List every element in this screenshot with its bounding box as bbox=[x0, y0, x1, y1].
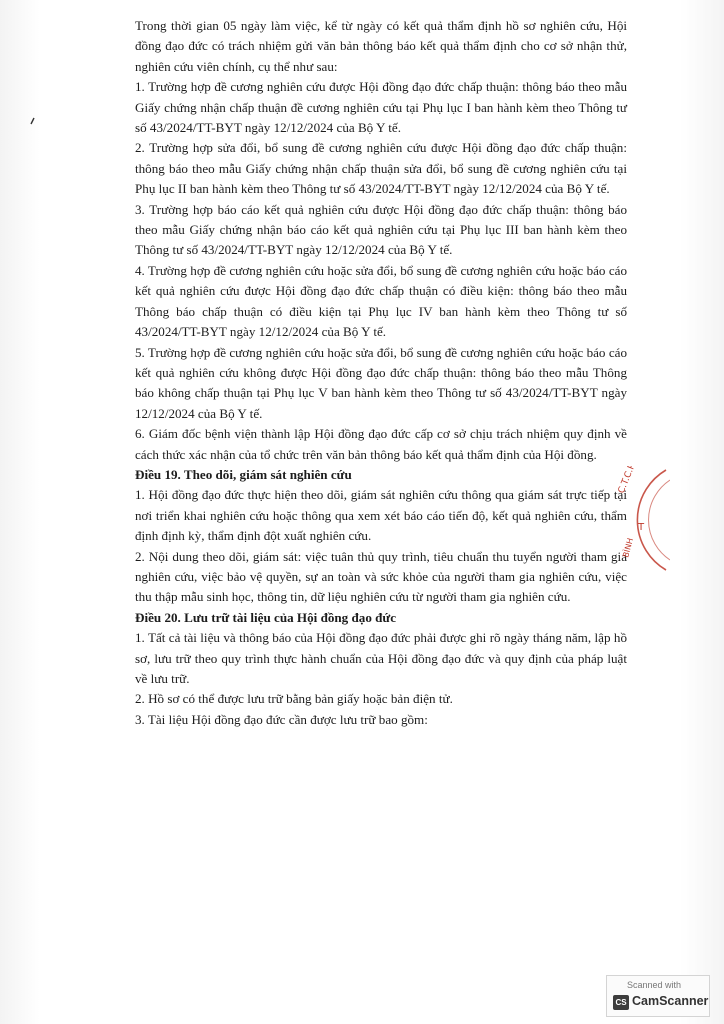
stamp-bottom-text: BÌNH bbox=[621, 537, 636, 559]
article-heading: Điều 19. Theo dõi, giám sát nghiên cứu bbox=[135, 466, 352, 482]
paragraph: 2. Hồ sơ có thể được lưu trữ bằng bản giấy hoặc bản điện tử. bbox=[135, 691, 453, 707]
paragraph: 1. Hội đồng đạo đức thực hiện theo dõi, giám sát nghiên cứu thông qua giám sát trực tiếp tại nơi triển khai nghiên cứu hoặc thông qua xem xét báo cáo tiến độ, kết quả nghiên cứu, thẩm định định kỳ, thẩm định đột xuất nghiên cứu. bbox=[135, 487, 627, 544]
paragraph: 5. Trường hợp đề cương nghiên cứu hoặc sửa đổi, bổ sung đề cương nghiên cứu hoặc báo cáo kết quả nghiên cứu không được Hội đồng đạo đức chấp thuận: thông báo theo mẫu Thông báo không chấp thuận tại Phụ lục V ban hành kèm theo Thông tư số 43/2024/TT-BYT ngày 12/12/2024 của Bộ Y tế. bbox=[135, 344, 627, 421]
camscanner-badge bbox=[606, 975, 710, 1017]
scanned-with-label: Scanned with bbox=[627, 980, 682, 990]
camscanner-logo-icon: CS bbox=[613, 995, 629, 1010]
paragraph: Trong thời gian 05 ngày làm việc, kể từ ngày có kết quả thẩm định hồ sơ nghiên cứu, Hội đồng đạo đức có trách nhiệm gửi văn bản thông báo kết quả thẩm định cho cơ sở nhận thử, nghiên cứu viên chính, cụ thể như sau: bbox=[135, 18, 627, 74]
paragraph: 2. Nội dung theo dõi, giám sát: việc tuân thủ quy trình, tiêu chuẩn thu tuyển người tham gia nghiên cứu, việc bảo vệ quyền, sự an toàn và sức khỏe của người tham gia nghiên cứu, việc thu thập mẫu sinh học, thông tin, dữ liệu nghiên cứu từ người tham gia nghiên cứu. bbox=[135, 548, 627, 605]
paragraph: 4. Trường hợp đề cương nghiên cứu hoặc sửa đổi, bổ sung đề cương nghiên cứu hoặc báo cáo kết quả nghiên cứu được Hội đồng đạo đức chấp thuận có điều kiện: thông báo theo mẫu Thông báo chấp thuận có điều kiện tại Phụ lục IV ban hành kèm theo Thông tư số 43/2024/TT-BYT ngày 12/12/2024 của Bộ Y tế. bbox=[135, 262, 627, 340]
scan-speck bbox=[30, 112, 36, 130]
paragraph: 2. Trường hợp sửa đổi, bổ sung đề cương nghiên cứu được Hội đồng đạo đức chấp thuận: thông báo theo mẫu Giấy chứng nhận chấp thuận sửa đổi, bổ sung đề cương nghiên cứu tại Phụ lục II ban hành kèm theo Thông tư số 43/2024/TT-BYT ngày 12/12/2024 của Bộ Y tế. bbox=[135, 140, 627, 197]
paragraph: 3. Tài liệu Hội đồng đạo đức cần được lưu trữ bao gồm: bbox=[135, 711, 428, 727]
paragraph: 1. Trường hợp đề cương nghiên cứu được Hội đồng đạo đức chấp thuận: thông báo theo mẫu Giấy chứng nhận chấp thuận đề cương nghiên cứu tại Phụ lục I ban hành kèm theo Thông tư số 43/2024/TT-BYT ngày 12/12/2024 của Bộ Y tế. bbox=[135, 79, 627, 136]
document-body bbox=[135, 16, 627, 730]
paragraph: 3. Trường hợp báo cáo kết quả nghiên cứu được Hội đồng đạo đức chấp thuận: thông báo theo mẫu Giấy chứng nhận báo cáo kết quả nghiên cứu tại Phụ lục III ban hành kèm theo Thông tư số 43/2024/TT-BYT ngày 12/12/2024 của Bộ Y tế. bbox=[135, 201, 627, 258]
camscanner-name: CamScanner bbox=[632, 994, 709, 1008]
article-heading: Điều 20. Lưu trữ tài liệu của Hội đồng đạo đức bbox=[135, 609, 397, 625]
stamp-letter: T bbox=[638, 522, 645, 533]
paragraph: 1. Tất cả tài liệu và thông báo của Hội đồng đạo đức phải được ghi rõ ngày tháng năm, lập hồ sơ, lưu trữ theo quy trình thực hành chuẩn của Hội đồng đạo đức và quy định của pháp luật về lưu trữ. bbox=[135, 630, 627, 686]
stamp-text: C.T.C.P bbox=[616, 466, 638, 495]
paragraph: 6. Giám đốc bệnh viện thành lập Hội đồng đạo đức cấp cơ sở chịu trách nhiệm quy định về cách thức xác nhận của tổ chức trên văn bản thông báo kết quả thẩm định của Hội đồng. bbox=[135, 426, 627, 462]
